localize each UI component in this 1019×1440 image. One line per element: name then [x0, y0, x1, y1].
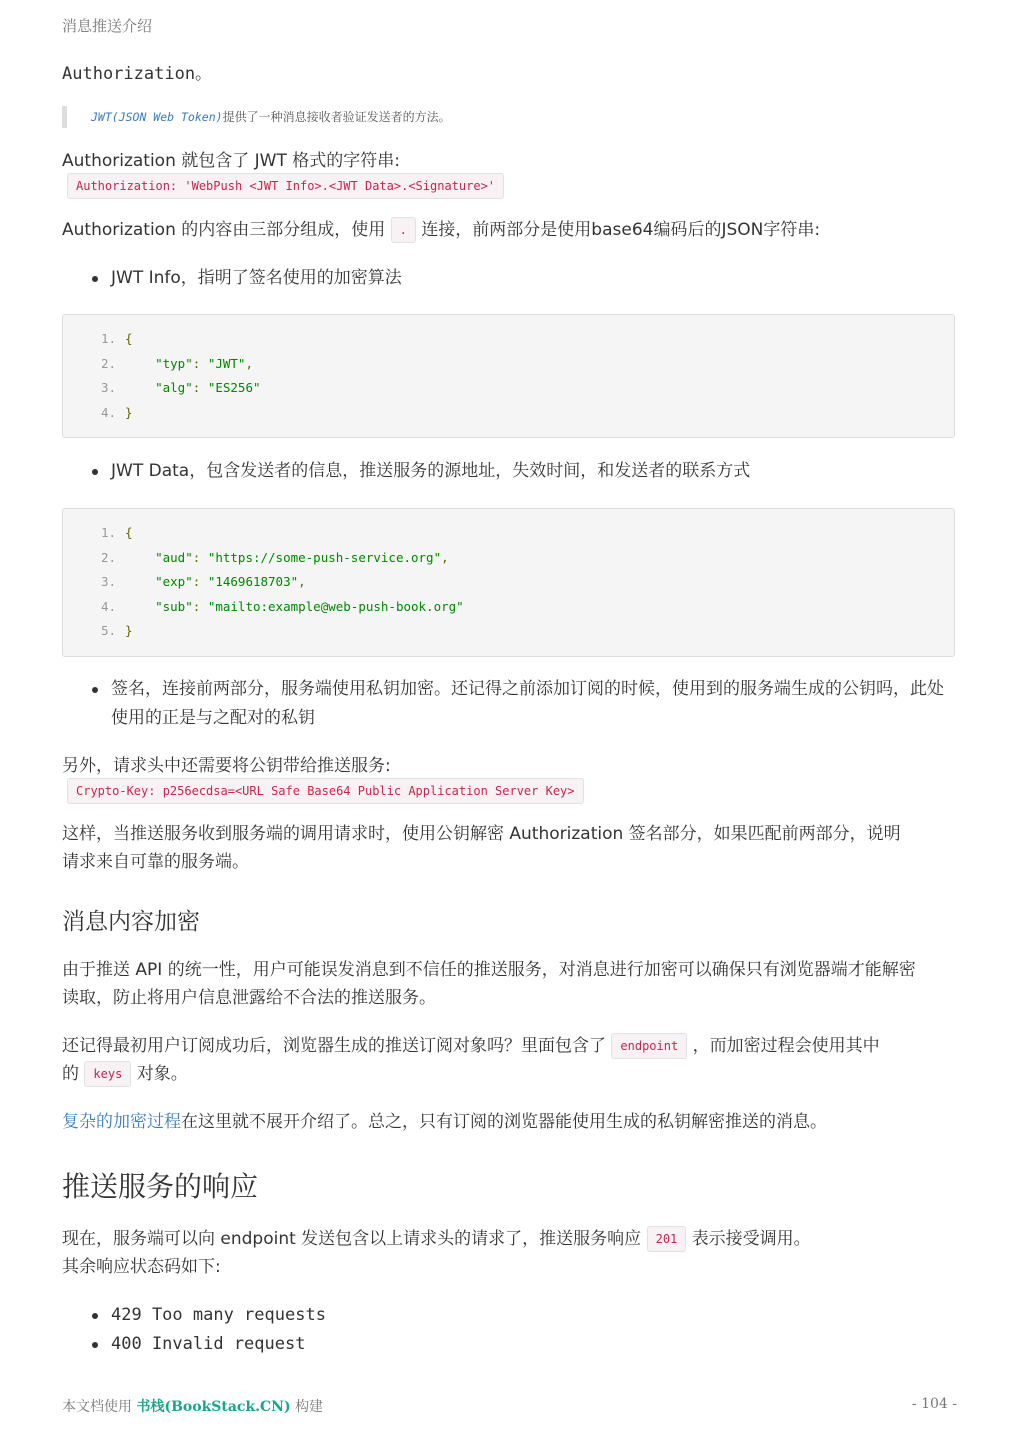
subscription-line-2 [62, 1060, 880, 1088]
jwt-term: JWT(JSON Web Token) [91, 110, 223, 124]
footer-credit [62, 1396, 323, 1416]
code-token: , [298, 574, 306, 590]
running-header: 消息推送介绍 [62, 17, 153, 35]
code-token: "sub" [155, 598, 193, 614]
code-token [125, 550, 155, 565]
paragraph-verify [62, 820, 901, 876]
heading-content-encryption: 消息内容加密 [62, 909, 200, 935]
code-token: } [125, 623, 133, 639]
list-item-jwt-data: JWT Data，包含发送者的信息，推送服务的源地址，失效时间，和发送者的联系方式 [62, 457, 957, 486]
verify-line-1: 这样，当推送服务收到服务端的调用请求时，使用公钥解密 Authorization 签名部分，如果匹配前两部分，说明 [62, 824, 901, 844]
paragraph-jwt-format: Authorization 就包含了 JWT 格式的字符串: [62, 151, 401, 171]
subscription-text-before: 还记得最初用户订阅成功后，浏览器生成的推送订阅对象吗？里面包含了 [62, 1036, 606, 1056]
code-line [63, 352, 954, 377]
signature-line-2: 使用的正是与之配对的私钥 [111, 708, 315, 728]
paragraph-subscription-object [62, 1032, 880, 1088]
paragraph-encryption-reason [62, 956, 916, 1012]
code-token: , [441, 549, 449, 565]
code-token: , [245, 355, 253, 371]
code-crypto-wrapper [67, 778, 584, 804]
line-number: 3. [100, 380, 116, 396]
inline-code-authorization: Authorization: 'WebPush <JWT Info>.<JWT Data>.<Signature>' [67, 173, 504, 199]
list-item-signature [62, 675, 957, 733]
subscription-text-after: 对象。 [136, 1064, 188, 1084]
subscription-text-de: 的 [62, 1064, 79, 1084]
paragraph-public-key: 另外，请求头中还需要将公钥带给推送服务: [62, 756, 391, 776]
code-token: "JWT" [207, 355, 246, 371]
response-text-after: 表示接受调用。 [691, 1229, 811, 1249]
line-number: 2. [100, 355, 116, 371]
line-number: 4. [100, 598, 116, 614]
footer-suffix: 构建 [295, 1399, 324, 1415]
footer-brand-link[interactable]: 书栈(BookStack.CN) [136, 1399, 291, 1415]
paragraph-encryption-process [62, 1108, 827, 1136]
code-token: : [192, 598, 208, 614]
code-auth-wrapper [67, 173, 504, 199]
code-token: } [125, 404, 133, 420]
code-token: "exp" [155, 574, 193, 590]
code-token: : [192, 574, 208, 590]
inline-code-dot: . [391, 217, 416, 243]
code-line [63, 570, 954, 595]
encryption-reason-line-1: 由于推送 API 的统一性，用户可能误发消息到不信任的推送服务，对消息进行加密可以确保只有浏览器端才能解密 [62, 960, 916, 980]
code-line [63, 546, 954, 571]
code-token: { [125, 331, 133, 346]
bullet-list-signature [62, 675, 957, 733]
status-code-429: 429 Too many requests [62, 1301, 957, 1330]
encryption-reason-line-2: 读取，防止将用户信息泄露给不合法的推送服务。 [62, 988, 436, 1008]
code-token: "ES256" [207, 380, 261, 396]
code-token [125, 599, 155, 614]
code-line [63, 376, 954, 401]
bullet-list-jwt-info [62, 264, 957, 293]
blockquote-jwt [62, 106, 451, 128]
link-encryption-process[interactable]: 复杂的加密过程 [62, 1112, 181, 1132]
inline-code-crypto-key: Crypto-Key: p256ecdsa=<URL Safe Base64 Public Application Server Key> [67, 778, 584, 804]
encryption-process-text: 在这里就不展开介绍了。总之，只有订阅的浏览器能使用生成的私钥解密推送的消息。 [181, 1112, 827, 1132]
status-code-400: 400 Invalid request [62, 1330, 957, 1359]
code-block-jwt-data [62, 508, 955, 657]
bullet-list-jwt-data [62, 457, 957, 486]
line-number: 1. [100, 331, 116, 346]
code-token: { [125, 525, 133, 540]
three-parts-text-after: 连接，前两部分是使用base64编码后的JSON字符串: [421, 220, 821, 240]
response-line-2: 其余响应状态码如下: [62, 1257, 221, 1277]
code-token: : [192, 380, 208, 396]
code-token [125, 574, 155, 589]
code-line [63, 327, 954, 352]
code-line [63, 521, 954, 546]
jwt-description: 提供了一种消息接收者验证发送者的方法。 [222, 110, 451, 124]
subscription-text-middle: ，而加密过程会使用其中 [692, 1036, 880, 1056]
inline-code-201: 201 [647, 1226, 687, 1252]
paragraph-authorization: Authorization。 [62, 64, 213, 84]
code-token: "alg" [155, 380, 193, 396]
code-token: "https://some-push-service.org" [207, 549, 442, 565]
code-token: : [192, 355, 208, 371]
line-number: 1. [100, 525, 116, 540]
code-token [125, 380, 155, 395]
code-token: "1469618703" [207, 574, 299, 590]
code-token: "mailto:example@web-push-book.org" [207, 598, 464, 614]
code-line [63, 595, 954, 620]
status-code-list [62, 1301, 957, 1359]
code-line [63, 401, 954, 426]
line-number: 2. [100, 549, 116, 565]
code-line [63, 619, 954, 644]
response-line-1 [62, 1225, 811, 1253]
line-number: 4. [100, 404, 116, 420]
heading-push-response: 推送服务的响应 [62, 1170, 259, 1203]
inline-code-endpoint: endpoint [611, 1033, 687, 1059]
code-token: : [192, 549, 208, 565]
subscription-line-1 [62, 1032, 880, 1060]
signature-line-1: 签名，连接前两部分，服务端使用私钥加密。还记得之前添加订阅的时候，使用到的服务端生成的公钥吗，此处 [111, 679, 944, 699]
paragraph-three-parts [62, 216, 820, 244]
three-parts-text-before: Authorization 的内容由三部分组成，使用 [62, 220, 386, 240]
verify-line-2: 请求来自可靠的服务端。 [62, 852, 249, 872]
page-number: - 104 - [911, 1396, 957, 1412]
code-token: "aud" [155, 549, 193, 565]
inline-code-keys: keys [84, 1061, 131, 1087]
line-number: 3. [100, 574, 116, 590]
footer-prefix: 本文档使用 [62, 1399, 132, 1415]
line-number: 5. [100, 623, 116, 639]
code-token [125, 356, 155, 371]
code-token: "typ" [155, 355, 193, 371]
code-block-jwt-info [62, 314, 955, 438]
response-text-before: 现在，服务端可以向 endpoint 发送包含以上请求头的请求了，推送服务响应 [62, 1229, 642, 1249]
paragraph-response [62, 1225, 811, 1281]
list-item-jwt-info: JWT Info，指明了签名使用的加密算法 [62, 264, 957, 293]
